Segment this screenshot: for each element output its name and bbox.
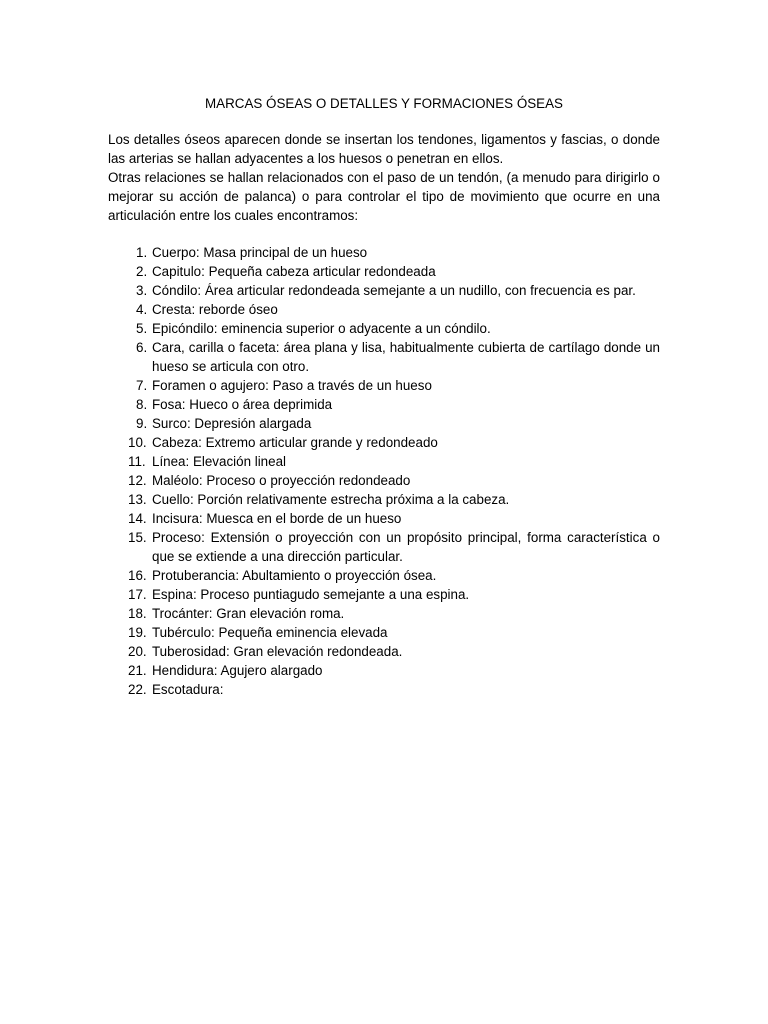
list-item-number — [108, 300, 152, 319]
list-item-number — [108, 433, 152, 452]
list-item-number — [108, 528, 152, 547]
list-item-text: Capitulo: Pequeña cabeza articular redondeada — [152, 264, 436, 279]
list-item-number-label: 2. — [136, 264, 148, 279]
list-item — [108, 604, 660, 623]
document-title: MARCAS ÓSEAS O DETALLES Y FORMACIONES ÓSEAS — [205, 96, 563, 111]
list-item-text: Tuberosidad: Gran elevación redondeada. — [152, 644, 403, 659]
list-item-number — [108, 471, 152, 490]
list-item-number-label: 3. — [136, 283, 148, 298]
list-item-number — [108, 642, 152, 661]
list-item-number-label: 12. — [128, 473, 147, 488]
list-item-number — [108, 680, 152, 699]
list-item — [108, 490, 660, 509]
list-item — [108, 281, 660, 300]
list-item — [108, 338, 660, 376]
list-item-number-label: 22. — [128, 682, 147, 697]
list-item-number — [108, 395, 152, 414]
list-item-text: Tubérculo: Pequeña eminencia elevada — [152, 625, 388, 640]
list-item-number-label: 18. — [128, 606, 147, 621]
list-item-text: Maléolo: Proceso o proyección redondeado — [152, 473, 411, 488]
list-item-number-label: 8. — [136, 397, 148, 412]
list-item-number-label: 1. — [136, 245, 148, 260]
list-item-number-label: 10. — [128, 435, 147, 450]
list-item-number — [108, 490, 152, 509]
list-item-number — [108, 262, 152, 281]
list-item-number-label: 11. — [128, 454, 146, 469]
list-item-number-label: 20. — [128, 644, 147, 659]
list-item — [108, 585, 660, 604]
list-item — [108, 680, 660, 699]
list-item-number-label: 17. — [128, 587, 147, 602]
list-item-number-label: 19. — [128, 625, 147, 640]
list-item-text: Foramen o agujero: Paso a través de un hueso — [152, 378, 432, 393]
list-item — [108, 262, 660, 281]
list-item-text: Fosa: Hueco o área deprimida — [152, 397, 333, 412]
list-item-text: Trocánter: Gran elevación roma. — [152, 606, 345, 621]
list-item-number — [108, 281, 152, 300]
intro-paragraph-1: Los detalles óseos aparecen donde se insertan los tendones, ligamentos y fascias, o donde las arterias se hallan adyacentes a los huesos o penetran en ellos. — [108, 132, 660, 166]
bone-features-list — [108, 243, 660, 699]
list-item-number-label: 5. — [136, 321, 148, 336]
list-item-text: Cara, carilla o faceta: área plana y lisa, habitualmente cubierta de cartílago donde un hueso se articula con otro. — [152, 340, 660, 374]
list-item — [108, 395, 660, 414]
list-item-text: Cabeza: Extremo articular grande y redondeado — [152, 435, 438, 450]
list-item — [108, 509, 660, 528]
list-item — [108, 528, 660, 566]
list-item-number-label: 16. — [128, 568, 147, 583]
list-item-number-label: 13. — [128, 492, 147, 507]
list-item-number — [108, 585, 152, 604]
list-item-text: Proceso: Extensión o proyección con un propósito principal, forma característica o que se extiende a una dirección particular. — [152, 530, 660, 564]
list-item-number — [108, 338, 152, 357]
list-item-text: Epicóndilo: eminencia superior o adyacente a un cóndilo. — [152, 321, 491, 336]
list-item — [108, 300, 660, 319]
list-item-number — [108, 376, 152, 395]
list-item-number — [108, 623, 152, 642]
list-item-number — [108, 319, 152, 338]
list-item-number — [108, 414, 152, 433]
list-item-text: Surco: Depresión alargada — [152, 416, 312, 431]
list-item-number — [108, 661, 152, 680]
list-item — [108, 319, 660, 338]
list-item-number-label: 7. — [136, 378, 148, 393]
list-item — [108, 452, 660, 471]
list-item-text: Cuerpo: Masa principal de un hueso — [152, 245, 368, 260]
list-item-number — [108, 509, 152, 528]
list-item-number — [108, 452, 152, 471]
intro-paragraph-2: Otras relaciones se hallan relacionados con el paso de un tendón, (a menudo para dirigirlo o mejorar su acción de palanca) o para controlar el tipo de movimiento que ocurre en una articulación entre los cuales encontramos: — [108, 170, 660, 223]
list-item — [108, 661, 660, 680]
list-item-text: Hendidura: Agujero alargado — [152, 663, 323, 678]
list-item-text: Cóndilo: Área articular redondeada semejante a un nudillo, con frecuencia es par. — [152, 283, 636, 298]
list-item — [108, 471, 660, 490]
list-item-text: Espina: Proceso puntiagudo semejante a una espina. — [152, 587, 470, 602]
list-item-number-label: 14. — [128, 511, 147, 526]
list-item-text: Escotadura: — [152, 682, 224, 697]
list-item — [108, 642, 660, 661]
list-item-number — [108, 566, 152, 585]
list-item-number-label: 4. — [136, 302, 148, 317]
list-item — [108, 376, 660, 395]
list-item-text: Incisura: Muesca en el borde de un hueso — [152, 511, 402, 526]
list-item — [108, 243, 660, 262]
list-item-number-label: 9. — [136, 416, 148, 431]
list-item-text: Línea: Elevación lineal — [152, 454, 286, 469]
list-item-number-label: 15. — [128, 530, 147, 545]
list-item-number-label: 21. — [128, 663, 147, 678]
list-item-number-label: 6. — [136, 340, 148, 355]
intro-section — [108, 130, 660, 225]
list-item — [108, 414, 660, 433]
list-item-number — [108, 604, 152, 623]
list-item — [108, 623, 660, 642]
list-item — [108, 433, 660, 452]
list-item-number — [108, 243, 152, 262]
list-item-text: Cuello: Porción relativamente estrecha próxima a la cabeza. — [152, 492, 510, 507]
list-item — [108, 566, 660, 585]
list-item-text: Cresta: reborde óseo — [152, 302, 278, 317]
list-item-text: Protuberancia: Abultamiento o proyección ósea. — [152, 568, 437, 583]
